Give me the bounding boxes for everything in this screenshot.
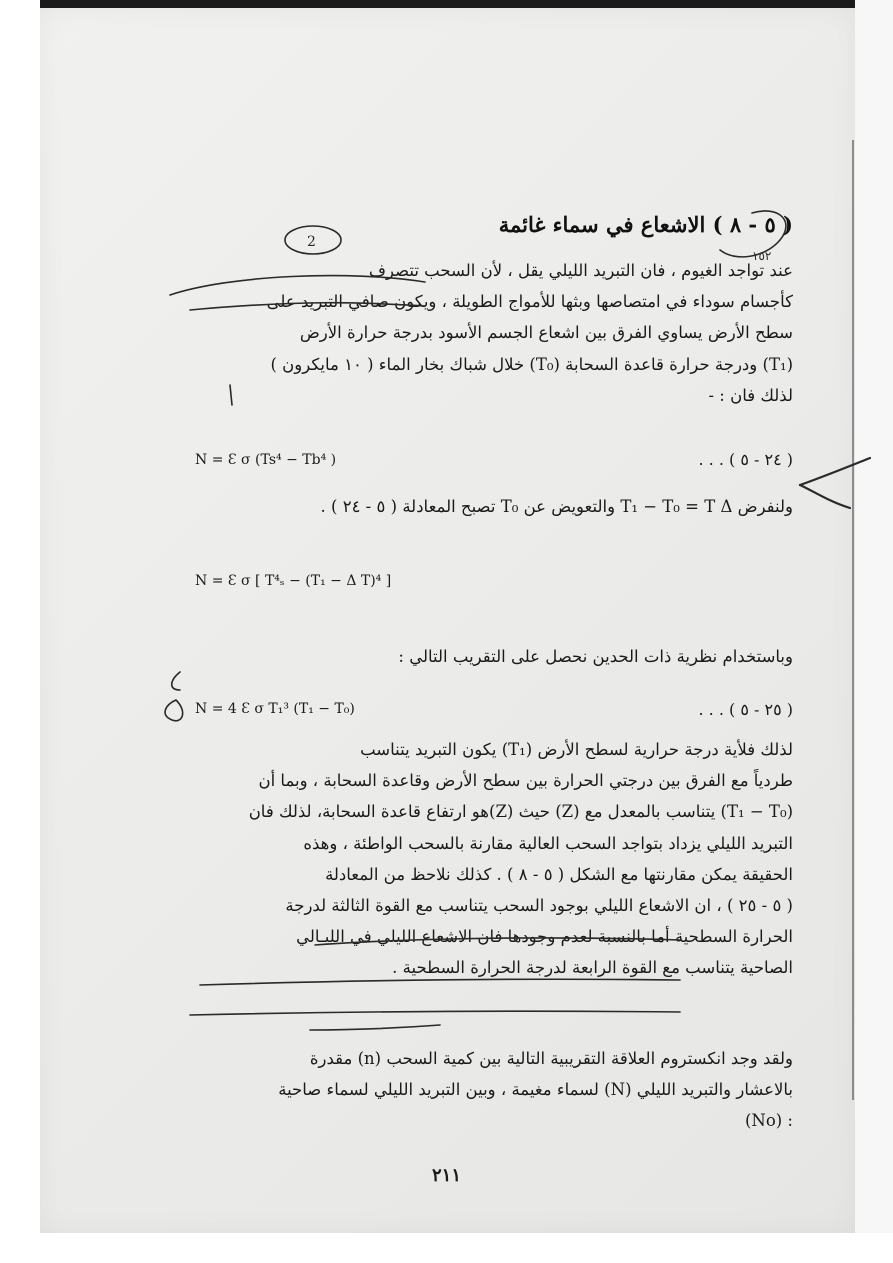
- underline-stroke: [200, 979, 680, 985]
- paragraph-1-line: لذلك فان : -: [708, 385, 793, 405]
- paragraph-2-line: لذلك فلأية درجة حرارية لسطح الأرض (T₁) يكون التبريد يتناسب: [360, 740, 793, 759]
- paragraph-2-line: التبريد الليلي يزداد بتواجد السحب العالية مقارنة بالسحب الواطئة ، وهذه: [303, 833, 793, 853]
- equation-25-number: ( ٢٥ - ٥ ) . . .: [698, 700, 793, 719]
- equation-24: N = Ɛ σ (Ts⁴ − Tb⁴ ): [195, 452, 337, 468]
- paragraph-3-line: بالاعشار والتبريد الليلي (N) لسماء مغيمة ، وبين التبريد الليلي لسماء صاحية: [278, 1080, 793, 1100]
- margin-number-text: ١٥٢: [752, 249, 772, 263]
- circled-mark-text: 2: [307, 234, 316, 250]
- check-mark: [800, 485, 850, 508]
- paragraph-2-line: (T₁ − T₀) يتناسب بالمعدل مع (Z) حيث (Z)هو ارتفاع قاعدة السحابة، لذلك فان: [248, 802, 793, 822]
- paragraph-1-line: عند تواجد الغيوم ، فان التبريد الليلي يقل ، لأن السحب تتصرف: [368, 261, 793, 280]
- equation-25: N = 4 Ɛ σ T₁³ (T₁ − T₀): [195, 701, 355, 717]
- substitution-text: ولنفرض T₁ − T₀ = T Δ والتعويض عن T₀ تصبح المعادلة ( ٥ - ٢٤ ) .: [320, 497, 793, 516]
- underline-stroke: [190, 1011, 680, 1015]
- paragraph-2-line: ( ٥ - ٢٥ ) ، ان الاشعاع الليلي بوجود السحب يتناسب مع القوة الثالثة لدرجة: [285, 896, 793, 916]
- paragraph-3-line: : (No): [744, 1111, 793, 1131]
- ink-tick: [230, 385, 232, 405]
- paragraph-2-line: الصاحية يتناسب مع القوة الرابعة لدرجة الحرارة السطحية .: [392, 958, 793, 978]
- equation-24-expanded: N = Ɛ σ [ T⁴ₛ − (T₁ − Δ T)⁴ ]: [195, 573, 392, 589]
- equation-24-number: ( ٢٤ - ٥ ) . . .: [698, 450, 793, 469]
- underline-stroke: [315, 938, 680, 945]
- paragraph-1-line: كأجسام سوداء في امتصاصها وبثها للأمواج الطويلة ، ويكون صافي التبريد على: [266, 292, 793, 312]
- underline-stroke: [170, 276, 425, 295]
- section-heading: ( ٥ - ٨ ) الاشعاع في سماء غائمة: [498, 212, 793, 237]
- paragraph-2-line: الحرارة السطحية أما بالنسبة لعدم وجودها فان الاشعاع الليلي في الليـالي: [296, 927, 793, 947]
- binomial-text: وباستخدام نظرية ذات الحدين نحصل على التقريب التالي :: [398, 647, 793, 666]
- paragraph-1-line: سطح الأرض يساوي الفرق بين اشعاع الجسم الأسود بدرجة حرارة الأرض: [299, 323, 793, 343]
- paragraph-1-line: (T₁) ودرجة حرارة قاعدة السحابة (T₀) خلال شباك بخار الماء ( ١٠ مايكرون ): [270, 354, 793, 374]
- underline-stroke: [310, 1025, 440, 1030]
- page-number: ٢١١: [431, 1165, 461, 1186]
- check-mark: [800, 458, 870, 485]
- margin-letter-stroke: [165, 700, 183, 721]
- paragraph-3-line: ولقد وجد انكستروم العلاقة التقريبية التالية بين كمية السحب (n) مقدرة: [309, 1049, 793, 1068]
- paragraph-2-line: طردياً مع الفرق بين درجتي الحرارة بين سطح الأرض وقاعدة السحابة ، وبما أن: [258, 771, 793, 791]
- paragraph-2-line: الحقيقة يمكن مقارنتها مع الشكل ( ٥ - ٨ ) . كذلك نلاحظ من المعادلة: [325, 864, 793, 884]
- underline-stroke: [190, 303, 425, 310]
- margin-letter-stroke: [172, 672, 180, 690]
